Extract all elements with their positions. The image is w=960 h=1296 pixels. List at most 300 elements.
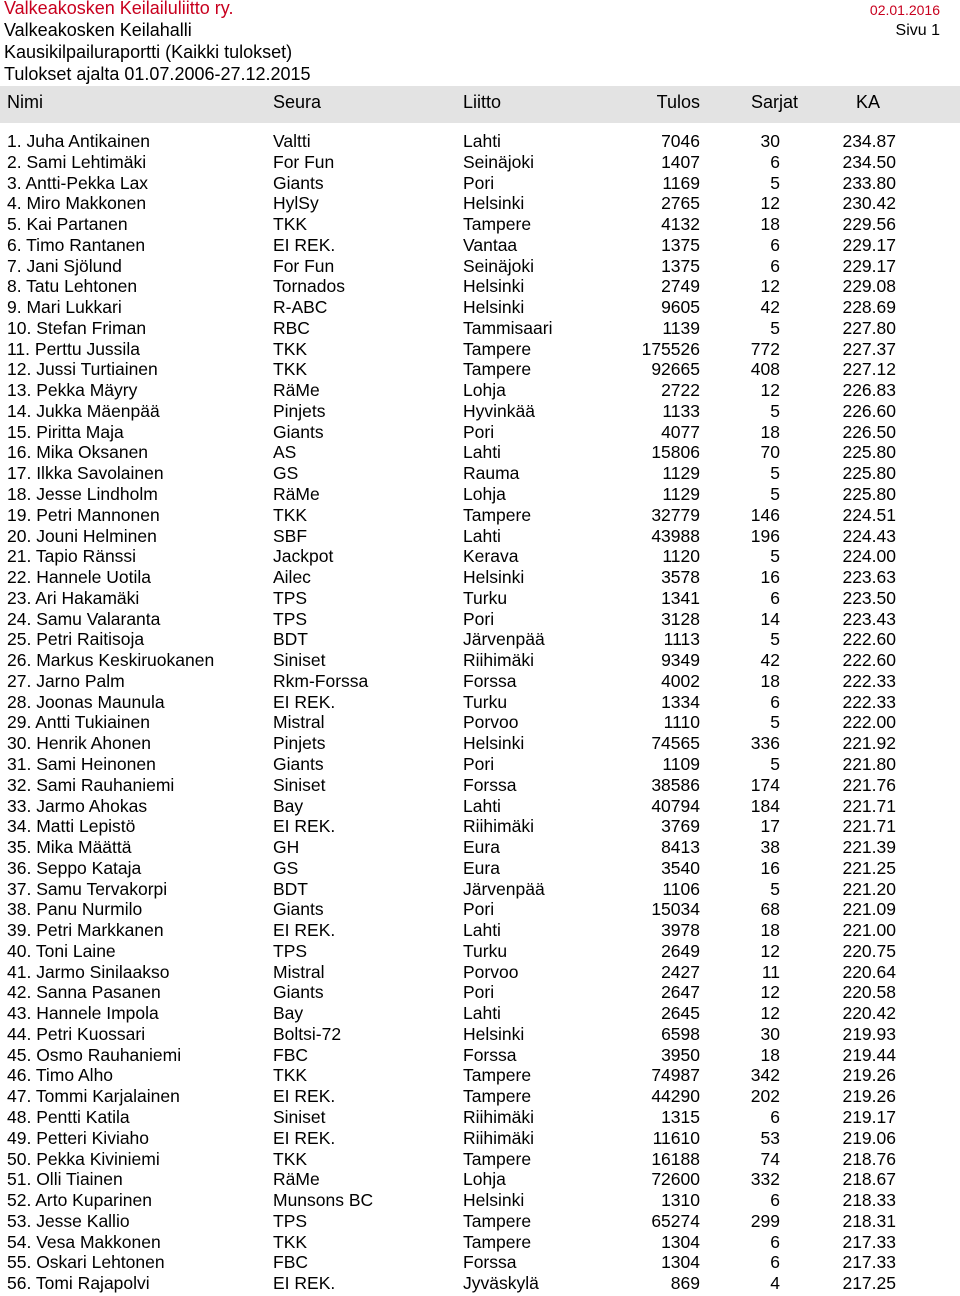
table-row [0,879,960,900]
hall-title: Valkeakosken Keilahalli [4,20,192,40]
average-cell: 223.63 [842,567,896,588]
series-cell: 70 [760,442,780,463]
result-cell: 1110 [663,712,700,733]
table-row [0,1149,960,1170]
club-cell: Giants [273,899,324,920]
player-name-cell: 18. Jesse Lindholm [7,484,158,505]
league-cell: Tampere [463,1210,532,1231]
club-cell: EI REK. [273,1273,336,1294]
club-cell: EI REK. [273,816,336,837]
club-cell: Siniset [273,650,326,671]
player-name-cell: 19. Petri Mannonen [7,504,160,525]
table-row [0,754,960,775]
average-cell: 225.80 [842,484,896,505]
table-row [0,214,960,235]
league-cell: Helsinki [463,193,525,214]
club-cell: Munsons BC [273,1190,374,1211]
table-row [0,837,960,858]
series-cell: 5 [770,400,780,421]
result-cell: 3769 [661,816,700,837]
league-cell: Tampere [463,338,532,359]
table-row [0,712,960,733]
result-cell: 9605 [661,297,700,318]
report-period: Tulokset ajalta 01.07.2006-27.12.2015 [4,64,311,84]
league-cell: Tampere [463,1231,532,1252]
club-cell: TKK [273,338,308,359]
average-cell: 229.17 [842,255,896,276]
result-cell: 74987 [651,1065,700,1086]
series-cell: 18 [760,214,780,235]
player-name-cell: 16. Mika Oksanen [7,442,149,463]
result-cell: 1139 [662,317,700,338]
league-cell: Turku [463,940,508,961]
average-cell: 223.43 [842,608,896,629]
average-cell: 218.67 [842,1169,896,1190]
league-cell: Lohja [463,1169,506,1190]
table-row [0,193,960,214]
player-name-cell: 39. Petri Markkanen [7,920,164,941]
result-cell: 2765 [661,193,700,214]
player-name-cell: 50. Pekka Kiviniemi [7,1148,160,1169]
league-cell: Hyvinkää [463,400,535,421]
club-cell: TPS [273,940,308,961]
result-cell: 2722 [661,380,700,401]
result-cell: 3128 [661,608,700,629]
series-cell: 299 [750,1210,780,1231]
club-cell: Mistral [273,712,325,733]
table-row [0,380,960,401]
average-cell: 225.80 [842,442,896,463]
average-cell: 225.80 [842,463,896,484]
table-row [0,1273,960,1294]
club-cell: TKK [273,359,308,380]
average-cell: 218.33 [842,1190,896,1211]
table-row [0,899,960,920]
league-cell: Eura [463,837,500,858]
series-cell: 5 [770,463,780,484]
player-name-cell: 5. Kai Partanen [7,214,128,235]
league-cell: Helsinki [463,1190,525,1211]
series-cell: 5 [770,546,780,567]
league-cell: Helsinki [463,733,525,754]
series-cell: 5 [770,878,780,899]
club-cell: Giants [273,982,324,1003]
player-name-cell: 8. Tatu Lehtonen [7,276,138,297]
series-cell: 12 [760,982,780,1003]
result-cell: 1169 [662,172,700,193]
series-cell: 146 [750,504,780,525]
average-cell: 222.60 [842,629,896,650]
table-row [0,567,960,588]
player-name-cell: 11. Perttu Jussila [7,338,140,359]
average-cell: 226.83 [842,380,896,401]
player-name-cell: 53. Jesse Kallio [7,1210,130,1231]
col-avg: KA [855,92,880,112]
club-cell: Valtti [273,131,311,151]
series-cell: 6 [770,587,780,608]
series-cell: 5 [770,317,780,338]
series-cell: 202 [750,1086,780,1107]
player-name-cell: 17. Ilkka Savolainen [7,463,164,484]
average-cell: 224.43 [842,525,896,546]
average-cell: 221.71 [842,816,896,837]
series-cell: 14 [760,608,780,629]
club-cell: Mistral [273,961,325,982]
series-cell: 5 [770,712,780,733]
league-cell: Tampere [463,1065,532,1086]
series-cell: 6 [770,1106,780,1127]
results-table [0,131,960,1294]
table-row [0,276,960,297]
result-cell: 92665 [651,359,700,380]
club-cell: Bay [273,1003,304,1024]
result-cell: 3578 [661,567,700,588]
player-name-cell: 47. Tommi Karjalainen [7,1086,180,1107]
result-cell: 175526 [641,338,700,359]
player-name-cell: 54. Vesa Makkonen [7,1231,161,1252]
club-cell: Boltsi-72 [273,1023,342,1044]
average-cell: 218.76 [842,1148,896,1169]
table-row [0,588,960,609]
series-cell: 772 [750,338,780,359]
series-cell: 6 [770,1231,780,1252]
average-cell: 234.87 [842,131,896,151]
series-cell: 5 [770,629,780,650]
player-name-cell: 9. Mari Lukkari [7,297,122,318]
league-cell: Forssa [463,670,517,691]
average-cell: 221.09 [842,899,896,920]
average-cell: 229.17 [842,234,896,255]
series-cell: 12 [760,1003,780,1024]
average-cell: 222.33 [842,691,896,712]
league-cell: Vantaa [463,234,518,255]
league-cell: Forssa [463,774,517,795]
average-cell: 221.39 [842,837,896,858]
average-cell: 233.80 [842,172,896,193]
league-cell: Tampere [463,504,532,525]
club-cell: EI REK. [273,1086,336,1107]
average-cell: 224.51 [842,504,896,525]
average-cell: 220.64 [842,961,896,982]
club-cell: EI REK. [273,1127,336,1148]
league-cell: Jyväskylä [463,1273,539,1294]
table-row [0,920,960,941]
club-cell: Siniset [273,1106,326,1127]
result-cell: 1407 [661,151,700,172]
player-name-cell: 3. Antti-Pekka Lax [7,172,149,193]
player-name-cell: 6. Timo Rantanen [7,234,146,255]
player-name-cell: 28. Joonas Maunula [7,691,165,712]
table-row [0,1232,960,1253]
table-row [0,775,960,796]
league-cell: Seinäjoki [463,151,535,172]
player-name-cell: 7. Jani Sjölund [7,255,122,276]
league-cell: Kerava [463,546,519,567]
average-cell: 227.80 [842,317,896,338]
series-cell: 18 [760,670,780,691]
league-cell: Lahti [463,1003,501,1024]
average-cell: 224.00 [842,546,896,567]
league-cell: Helsinki [463,297,525,318]
league-cell: Pori [463,899,495,920]
series-cell: 38 [760,837,780,858]
average-cell: 221.20 [842,878,896,899]
result-cell: 65274 [651,1210,700,1231]
result-cell: 1120 [662,546,700,567]
league-cell: Forssa [463,1252,517,1273]
league-cell: Eura [463,857,500,878]
series-cell: 6 [770,1190,780,1211]
series-cell: 30 [760,131,780,151]
result-cell: 3978 [661,920,700,941]
average-cell: 227.12 [842,359,896,380]
series-cell: 342 [750,1065,780,1086]
player-name-cell: 46. Timo Alho [7,1065,114,1086]
player-name-cell: 4. Miro Makkonen [7,193,147,214]
series-cell: 11 [761,961,780,982]
table-row [0,1128,960,1149]
result-cell: 4002 [661,670,700,691]
series-cell: 184 [750,795,780,816]
col-league: Liitto [463,92,502,112]
result-cell: 1304 [661,1252,700,1273]
league-cell: Tampere [463,359,532,380]
average-cell: 226.50 [842,421,896,442]
league-cell: Turku [463,587,508,608]
average-cell: 221.71 [842,795,896,816]
result-cell: 4077 [661,421,700,442]
result-cell: 74565 [651,733,700,754]
player-name-cell: 51. Olli Tiainen [7,1169,123,1190]
result-cell: 869 [670,1273,700,1294]
league-cell: Riihimäki [463,650,534,671]
average-cell: 220.58 [842,982,896,1003]
league-cell: Lahti [463,920,501,941]
series-cell: 18 [760,920,780,941]
series-cell: 30 [760,1023,780,1044]
player-name-cell: 24. Samu Valaranta [7,608,161,629]
club-cell: RäMe [273,1169,320,1190]
club-cell: SBF [273,525,308,546]
player-name-cell: 45. Osmo Rauhaniemi [7,1044,182,1065]
result-cell: 8413 [661,837,700,858]
league-cell: Lahti [463,131,501,151]
series-cell: 74 [760,1148,780,1169]
average-cell: 219.06 [842,1127,896,1148]
player-name-cell: 37. Samu Tervakorpi [7,878,168,899]
series-cell: 6 [770,691,780,712]
average-cell: 217.33 [842,1252,896,1273]
result-cell: 7046 [661,131,700,151]
average-cell: 217.33 [842,1231,896,1252]
result-cell: 2427 [661,961,700,982]
club-cell: FBC [273,1252,308,1273]
average-cell: 219.93 [842,1023,896,1044]
league-cell: Lohja [463,380,506,401]
col-series: Sarjat [750,92,798,112]
average-cell: 221.00 [842,920,896,941]
player-name-cell: 35. Mika Määttä [7,837,132,858]
result-cell: 15034 [651,899,700,920]
result-cell: 2647 [661,982,700,1003]
player-name-cell: 2. Sami Lehtimäki [7,151,147,172]
table-row [0,235,960,256]
average-cell: 218.31 [842,1210,896,1231]
table-row [0,339,960,360]
table-row [0,1169,960,1190]
club-cell: RBC [273,317,310,338]
table-row [0,671,960,692]
club-cell: Pinjets [273,733,326,754]
average-cell: 221.80 [842,753,896,774]
table-row [0,131,960,152]
result-cell: 1341 [661,587,700,608]
average-cell: 221.25 [842,857,896,878]
series-cell: 336 [750,733,780,754]
col-club: Seura [273,92,322,112]
table-row [0,1003,960,1024]
league-cell: Riihimäki [463,1127,534,1148]
league-cell: Pori [463,608,495,629]
club-cell: For Fun [273,255,335,276]
player-name-cell: 20. Jouni Helminen [7,525,157,546]
result-cell: 3950 [661,1044,700,1065]
table-row [0,650,960,671]
club-cell: EI REK. [273,920,336,941]
result-cell: 1106 [662,878,700,899]
club-cell: TPS [273,608,308,629]
league-cell: Lahti [463,795,501,816]
club-cell: Siniset [273,774,326,795]
series-cell: 12 [760,193,780,214]
league-cell: Pori [463,753,495,774]
average-cell: 234.50 [842,151,896,172]
table-row [0,1065,960,1086]
club-cell: Pinjets [273,400,326,421]
player-name-cell: 56. Tomi Rajapolvi [7,1273,150,1294]
player-name-cell: 1. Juha Antikainen [7,131,151,151]
table-row [0,941,960,962]
league-cell: Lahti [463,525,501,546]
result-cell: 16188 [651,1148,700,1169]
league-cell: Rauma [463,463,520,484]
table-row [0,1024,960,1045]
table-row [0,796,960,817]
result-cell: 1304 [661,1231,700,1252]
average-cell: 221.92 [842,733,896,754]
result-cell: 1109 [662,753,700,774]
player-name-cell: 31. Sami Heinonen [7,753,156,774]
series-cell: 16 [760,567,780,588]
club-cell: Giants [273,753,324,774]
table-row [0,629,960,650]
table-row [0,1252,960,1273]
league-cell: Porvoo [463,961,519,982]
player-name-cell: 49. Petteri Kiviaho [7,1127,150,1148]
league-cell: Pori [463,982,495,1003]
result-cell: 6598 [661,1023,700,1044]
average-cell: 221.76 [842,774,896,795]
result-cell: 43988 [651,525,700,546]
result-cell: 72600 [651,1169,700,1190]
page-number: Sivu 1 [895,22,940,39]
league-cell: Helsinki [463,567,525,588]
table-row [0,442,960,463]
club-cell: Tornados [273,276,345,297]
club-cell: EI REK. [273,691,336,712]
club-cell: FBC [273,1044,308,1065]
table-row [0,318,960,339]
table-row [0,173,960,194]
result-cell: 40794 [651,795,700,816]
table-row [0,505,960,526]
player-name-cell: 36. Seppo Kataja [7,857,142,878]
series-cell: 42 [760,297,780,318]
club-cell: AS [273,442,297,463]
result-cell: 15806 [651,442,700,463]
league-cell: Tampere [463,1148,532,1169]
result-cell: 1375 [661,255,700,276]
average-cell: 219.44 [842,1044,896,1065]
table-row [0,297,960,318]
series-cell: 42 [760,650,780,671]
series-cell: 6 [770,151,780,172]
average-cell: 222.00 [842,712,896,733]
result-cell: 2749 [661,276,700,297]
series-cell: 12 [760,380,780,401]
average-cell: 222.33 [842,670,896,691]
series-cell: 408 [750,359,780,380]
club-cell: RäMe [273,484,320,505]
table-row [0,256,960,277]
result-cell: 1129 [662,484,700,505]
league-cell: Tammisaari [463,317,553,338]
column-header [0,86,960,123]
table-row [0,962,960,983]
series-cell: 18 [760,421,780,442]
club-cell: TKK [273,214,308,235]
series-cell: 16 [760,857,780,878]
club-cell: Giants [273,421,324,442]
result-cell: 1375 [661,234,700,255]
club-cell: BDT [273,629,308,650]
result-cell: 11610 [652,1127,700,1148]
player-name-cell: 41. Jarmo Sinilaakso [7,961,170,982]
average-cell: 223.50 [842,587,896,608]
club-cell: EI REK. [273,234,336,255]
club-cell: BDT [273,878,308,899]
player-name-cell: 44. Petri Kuossari [7,1023,146,1044]
player-name-cell: 48. Pentti Katila [7,1106,130,1127]
series-cell: 196 [750,525,780,546]
series-cell: 6 [770,1252,780,1273]
table-row [0,401,960,422]
club-cell: Rkm-Forssa [273,670,369,691]
player-name-cell: 34. Matti Lepistö [7,816,136,837]
player-name-cell: 26. Markus Keskiruokanen [7,650,215,671]
series-cell: 68 [760,899,780,920]
club-cell: GH [273,837,300,858]
result-cell: 2645 [661,1003,700,1024]
table-row [0,733,960,754]
series-cell: 4 [770,1273,780,1294]
club-cell: TKK [273,1065,308,1086]
table-row [0,526,960,547]
col-result: Tulos [656,92,700,112]
result-cell: 2649 [661,940,700,961]
average-cell: 219.26 [842,1086,896,1107]
table-row [0,359,960,380]
